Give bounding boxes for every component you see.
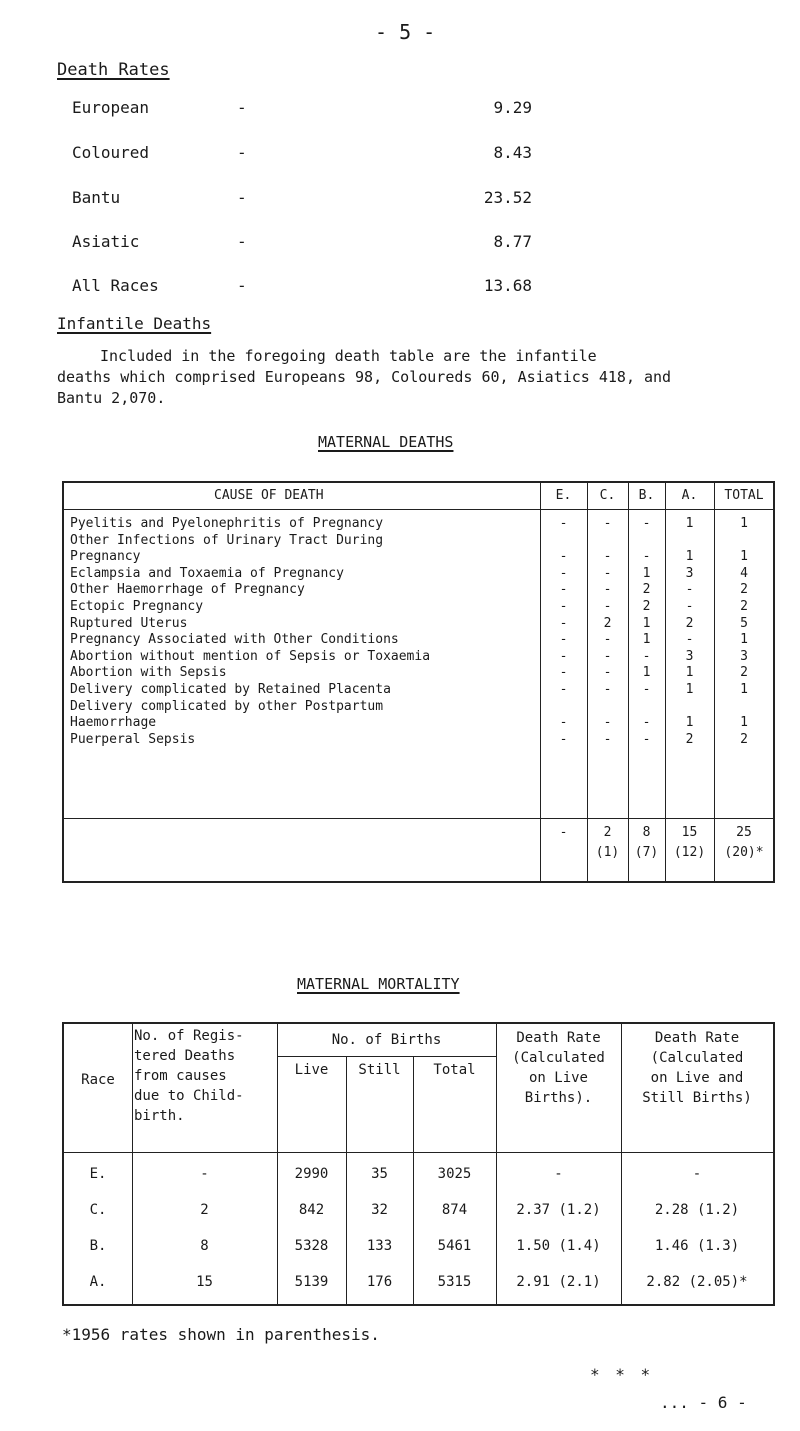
- mortality-live: 5328: [294, 1238, 329, 1254]
- count-a: 1: [685, 516, 694, 531]
- count-b: -: [642, 549, 651, 565]
- death-rate-value: 13.68: [483, 276, 532, 295]
- death-rate-value: 8.77: [493, 232, 532, 251]
- count-a: 1: [685, 682, 694, 697]
- mortality-total: 5461: [437, 1238, 472, 1254]
- mortality-still: 35: [371, 1166, 388, 1182]
- count-a: -: [685, 582, 694, 598]
- header-rate-live-still-line: on Live and: [650, 1070, 744, 1086]
- cause-of-death: Pregnancy: [70, 549, 141, 565]
- count-e: -: [559, 516, 568, 531]
- death-rate-row: [72, 232, 532, 256]
- cause-of-death: Other Infections of Urinary Tract During: [70, 532, 384, 548]
- count-b: 1: [642, 565, 651, 581]
- mortality-race: A.: [89, 1274, 107, 1290]
- maternal-deaths-title: MATERNAL DEATHS: [318, 433, 454, 451]
- cause-of-death: Abortion without mention of Sepsis or Toxaemia: [70, 648, 431, 664]
- mortality-race: C.: [89, 1202, 107, 1218]
- count-b: -: [642, 648, 651, 664]
- count-e: -: [559, 615, 568, 631]
- header-rate-live-still-line: (Calculated: [650, 1050, 744, 1066]
- header-rate-live-still: [621, 1028, 773, 1108]
- mortality-rate-live: 2.91 (2.1): [516, 1274, 601, 1290]
- count-a: -: [685, 632, 694, 648]
- count-e: -: [559, 715, 568, 731]
- death-rate-dash: -: [237, 188, 247, 207]
- count-a: 1: [685, 665, 694, 681]
- count-c: -: [603, 715, 612, 731]
- mortality-total: 5315: [437, 1274, 472, 1290]
- count-total: 1: [740, 516, 748, 531]
- count-total: 1: [740, 682, 748, 697]
- count-b: -: [642, 682, 651, 697]
- count-a: 3: [685, 648, 694, 664]
- cause-of-death: Eclampsia and Toxaemia of Pregnancy: [70, 565, 344, 581]
- cause-of-death: Other Haemorrhage of Pregnancy: [70, 582, 305, 598]
- total-total: 25: [736, 825, 752, 840]
- mortality-still: 133: [366, 1238, 393, 1254]
- total-c-prev: (1): [595, 845, 620, 860]
- count-total: 1: [740, 549, 748, 565]
- header-registered-deaths-line: tered Deaths: [134, 1048, 236, 1064]
- header-cause: CAUSE OF DEATH: [214, 488, 324, 503]
- header-registered-deaths-line: birth.: [134, 1108, 185, 1124]
- infantile-text-line-1: Included in the foregoing death table are the infantile: [100, 347, 597, 365]
- cause-of-death: Haemorrhage: [70, 715, 157, 731]
- mortality-total: 874: [441, 1202, 468, 1218]
- count-c: -: [603, 682, 612, 697]
- mortality-live: 2990: [294, 1166, 329, 1182]
- header-total-births: Total: [433, 1062, 476, 1078]
- infantile-deaths-heading: Infantile Deaths: [57, 314, 212, 333]
- header-rate-live-still-line: Death Rate: [654, 1030, 740, 1046]
- header-race: Race: [81, 1072, 115, 1088]
- death-rate-dash: -: [237, 143, 247, 162]
- count-b: 1: [642, 615, 651, 631]
- header-rate-live-line: Births).: [524, 1090, 593, 1106]
- header-c: C.: [599, 488, 616, 503]
- count-total: 2: [740, 582, 748, 598]
- stars-divider: * * *: [590, 1365, 654, 1384]
- header-e: E.: [555, 488, 572, 503]
- header-rate-live: [496, 1028, 621, 1108]
- count-c: -: [603, 516, 612, 531]
- count-e: -: [559, 648, 568, 664]
- count-a: -: [685, 599, 694, 614]
- count-c: -: [603, 648, 612, 664]
- cause-of-death: Puerperal Sepsis: [70, 731, 196, 747]
- death-rate-dash: -: [237, 276, 247, 295]
- death-rate-label: Asiatic: [72, 232, 140, 251]
- header-live: Live: [294, 1062, 329, 1078]
- cause-of-death: Ruptured Uterus: [70, 615, 188, 631]
- count-b: 1: [642, 665, 651, 681]
- header-a: A.: [681, 488, 698, 503]
- header-no-of-births: No. of Births: [331, 1032, 442, 1048]
- count-e: -: [559, 632, 568, 648]
- header-b: B.: [638, 488, 655, 503]
- header-rate-live-still-line: Still Births): [642, 1090, 752, 1106]
- total-a-prev: (12): [673, 845, 706, 860]
- count-e: -: [559, 582, 568, 598]
- count-a: 1: [685, 549, 694, 565]
- maternal-deaths-table: [62, 481, 775, 883]
- death-rate-label: Coloured: [72, 143, 150, 162]
- count-b: 2: [642, 599, 651, 614]
- header-still: Still: [358, 1062, 401, 1078]
- next-page-marker: ... - 6 -: [660, 1393, 747, 1412]
- death-rate-row: [72, 276, 532, 300]
- count-b: 1: [642, 632, 651, 648]
- mortality-race: B.: [89, 1238, 107, 1254]
- death-rate-dash: -: [237, 98, 247, 117]
- mortality-rate-still: 1.46 (1.3): [654, 1238, 740, 1254]
- header-registered-deaths: [134, 1026, 276, 1126]
- infantile-text-line-3: Bantu 2,070.: [57, 389, 166, 407]
- cause-of-death: Ectopic Pregnancy: [70, 599, 204, 614]
- mortality-regd: -: [200, 1166, 209, 1182]
- header-rate-live-line: Death Rate: [516, 1030, 601, 1046]
- death-rate-row: [72, 188, 532, 212]
- count-e: -: [559, 731, 568, 747]
- count-e: -: [559, 565, 568, 581]
- death-rates-heading: Death Rates: [57, 60, 170, 80]
- mortality-rate-live: 1.50 (1.4): [516, 1238, 601, 1254]
- count-e: -: [559, 549, 568, 565]
- mortality-race: E.: [89, 1166, 107, 1182]
- infantile-text-line-2: deaths which comprised Europeans 98, Coloureds 60, Asiatics 418, and: [57, 368, 672, 386]
- count-a: 1: [685, 715, 694, 731]
- count-c: -: [603, 665, 612, 681]
- death-rate-value: 23.52: [483, 188, 532, 207]
- count-c: -: [603, 632, 612, 648]
- count-total: 1: [740, 715, 748, 731]
- count-total: 2: [740, 665, 748, 681]
- count-e: -: [559, 599, 568, 614]
- mortality-rate-live: -: [554, 1166, 563, 1182]
- header-registered-deaths-line: No. of Regis-: [134, 1028, 244, 1044]
- total-b-prev: (7): [634, 845, 659, 860]
- total-c: 2: [603, 825, 612, 840]
- cause-of-death: Delivery complicated by Retained Placenta: [70, 682, 391, 697]
- count-c: -: [603, 599, 612, 614]
- mortality-still: 32: [371, 1202, 388, 1218]
- count-a: 3: [685, 565, 694, 581]
- count-total: 5: [740, 615, 748, 631]
- count-total: 3: [740, 648, 748, 664]
- count-total: 4: [740, 565, 748, 581]
- death-rate-value: 9.29: [493, 98, 532, 117]
- total-b: 8: [642, 825, 651, 840]
- death-rate-label: All Races: [72, 276, 159, 295]
- death-rate-row: [72, 143, 532, 167]
- mortality-still: 176: [366, 1274, 393, 1290]
- count-c: -: [603, 565, 612, 581]
- count-c: 2: [603, 615, 612, 631]
- count-a: 2: [685, 731, 694, 747]
- count-c: -: [603, 549, 612, 565]
- mortality-total: 3025: [437, 1166, 472, 1182]
- count-total: 2: [740, 599, 748, 614]
- count-b: -: [642, 715, 651, 731]
- mortality-live: 842: [298, 1202, 325, 1218]
- total-a: 15: [681, 825, 698, 840]
- count-c: -: [603, 582, 612, 598]
- total-e: -: [559, 825, 568, 840]
- count-total: 2: [740, 731, 748, 747]
- cause-of-death: Delivery complicated by other Postpartum: [70, 698, 384, 714]
- death-rate-label: European: [72, 98, 150, 117]
- header-registered-deaths-line: from causes: [134, 1068, 227, 1084]
- count-c: -: [603, 731, 612, 747]
- cause-of-death: Pyelitis and Pyelonephritis of Pregnancy: [70, 516, 384, 531]
- death-rate-dash: -: [237, 232, 247, 251]
- mortality-live: 5139: [294, 1274, 329, 1290]
- total-total-prev: (20)*: [724, 845, 764, 860]
- mortality-regd: 15: [196, 1274, 213, 1290]
- footnote: *1956 rates shown in parenthesis.: [62, 1325, 380, 1344]
- count-total: 1: [740, 632, 748, 648]
- mortality-regd: 2: [200, 1202, 209, 1218]
- mortality-regd: 8: [200, 1238, 209, 1254]
- death-rate-row: [72, 98, 532, 122]
- count-a: 2: [685, 615, 694, 631]
- count-b: 2: [642, 582, 651, 598]
- header-rate-live-line: on Live: [528, 1070, 588, 1086]
- maternal-mortality-table: [62, 1022, 775, 1306]
- page-number: - 5 -: [375, 20, 436, 44]
- mortality-rate-live: 2.37 (1.2): [516, 1202, 601, 1218]
- cause-of-death: Abortion with Sepsis: [70, 665, 227, 681]
- header-total: TOTAL: [724, 488, 764, 503]
- maternal-mortality-title: MATERNAL MORTALITY: [297, 975, 460, 993]
- death-rate-label: Bantu: [72, 188, 121, 207]
- header-rate-live-line: (Calculated: [512, 1050, 605, 1066]
- cause-of-death: Pregnancy Associated with Other Conditions: [70, 632, 399, 648]
- mortality-rate-still: 2.28 (1.2): [654, 1202, 740, 1218]
- count-b: -: [642, 516, 651, 531]
- mortality-rate-still: -: [692, 1166, 702, 1182]
- count-b: -: [642, 731, 651, 747]
- header-registered-deaths-line: due to Child-: [134, 1088, 244, 1104]
- mortality-rate-still: 2.82 (2.05)*: [646, 1274, 748, 1290]
- count-e: -: [559, 682, 568, 697]
- death-rate-value: 8.43: [493, 143, 532, 162]
- count-e: -: [559, 665, 568, 681]
